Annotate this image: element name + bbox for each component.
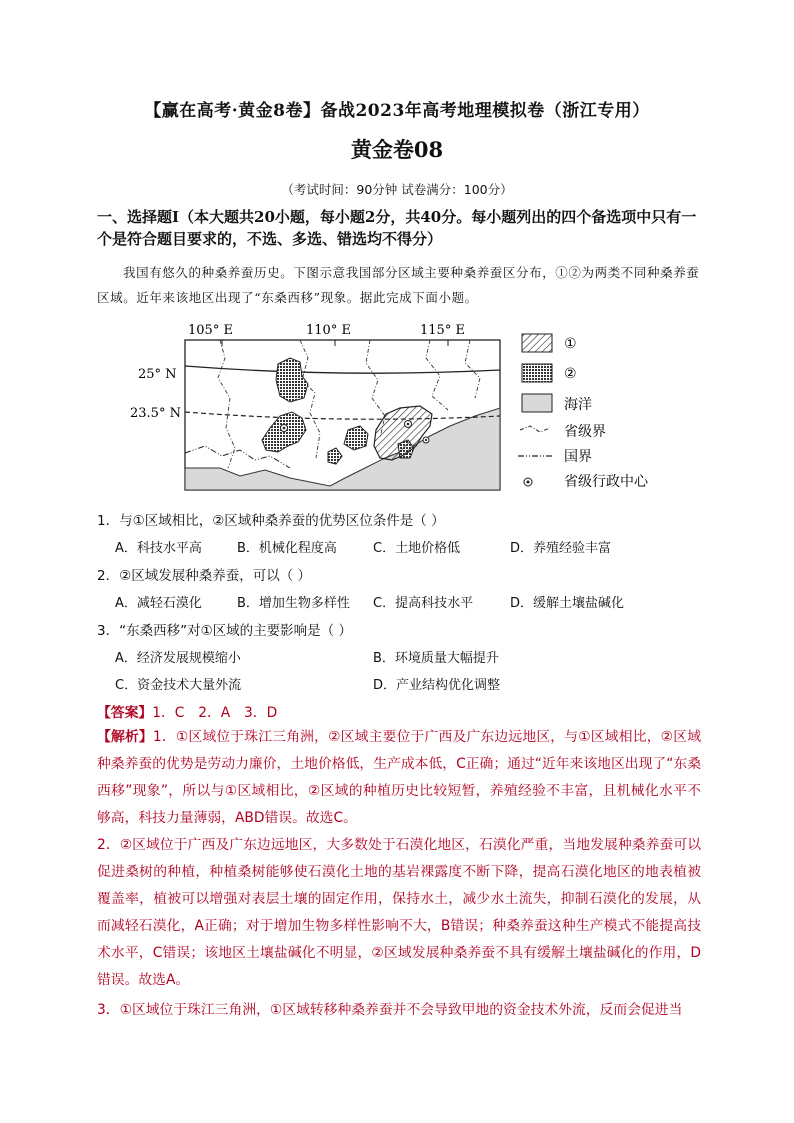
question-2-option-d: D．缓解土壤盐碱化	[510, 596, 625, 611]
question-1-stem: 1．与①区域相比，②区域种桑养蚕的优势区位条件是（ ）	[97, 513, 445, 529]
lat-label-23-5: 23.5° N	[130, 406, 181, 421]
legend-swatch-sea	[522, 394, 552, 412]
explanation-2: 2．②区域位于广西及广东边远地区，大多数处于石漠化地区，石漠化严重，当地发展种桑养蚕可以促进桑树的种植，种植桑树能够使石漠化土地的基岩裸露度不断下降，提高石漠化地区的地表植被覆盖率，植被可以增强对表层土壤的固定作用，保持水土，减少水土流失，抑制石漠化的发展，从而减轻石漠化，A正确；对于增加生物多样性影响不大，B错误；种桑养蚕这种生产模式不能提高技术水平，C错误；该地区土壤盐碱化不明显，②区域发展种桑养蚕不具有缓解土壤盐碱化的作用，D错误。故选A。	[97, 837, 701, 988]
question-1-option-b: B．机械化程度高	[237, 541, 337, 556]
question-3-stem: 3．“东桑西移”对①区域的主要影响是（ ）	[97, 623, 352, 639]
legend-symbol-provincial-boundary	[520, 426, 550, 432]
question-2-stem: 2．②区域发展种桑养蚕，可以（ ）	[97, 568, 311, 584]
explanation-label: 【解析】	[97, 729, 153, 745]
question-1-option-a: A．科技水平高	[115, 541, 202, 556]
legend-symbol-capital	[524, 478, 532, 486]
lon-label-105: 105° E	[188, 323, 233, 338]
explanation-1	[97, 724, 701, 832]
legend-label-capital: 省级行政中心	[564, 474, 648, 490]
answer-label: 【答案】	[97, 705, 153, 721]
explanation-1-text: 1．①区域位于珠江三角洲，②区域主要位于广西及广东边远地区，与①区域相比，②区域种桑养蚕的优势是劳动力廉价，土地价格低，生产成本低，C正确；通过“近年来该地区出现了“东桑西移”现象”，所以与①区域相比，②区域的种植历史比较短暂，养殖经验不丰富，且机械化水平不够高，科技力量薄弱，ABD错误。故选C。	[97, 729, 701, 826]
answer-line	[97, 701, 277, 721]
legend-label-region-2: ②	[564, 366, 577, 382]
explanation-3: 3．①区域位于珠江三角洲，①区域转移种桑养蚕并不会导致甲地的资金技术外流，反而会促进当	[97, 1002, 683, 1018]
document-title: 【赢在高考·黄金8卷】备战2023年高考地理模拟卷（浙江专用）	[144, 101, 650, 121]
question-3-option-c: C．资金技术大量外流	[115, 678, 242, 693]
legend-label-national-border: 国界	[564, 449, 592, 465]
answer-text: 1．C 2．A 3．D	[152, 705, 278, 721]
section-heading: 一、选择题Ⅰ（本大题共20小题，每小题2分，共40分。每小题列出的四个备选项中只有一个是符合题目要求的，不选、多选、错选均不得分）	[97, 208, 697, 248]
sericulture-map	[130, 318, 690, 500]
legend-label-provincial-boundary: 省级界	[564, 424, 606, 440]
paper-subtitle: 黄金卷08	[350, 137, 444, 162]
legend-label-sea: 海洋	[564, 397, 592, 413]
question-2-option-b: B．增加生物多样性	[237, 596, 350, 611]
exam-info: （考试时间：90分钟 试卷满分：100分）	[281, 182, 513, 197]
question-3-option-a: A．经济发展规模缩小	[115, 651, 241, 666]
question-1-option-d: D．养殖经验丰富	[510, 541, 612, 556]
question-3-option-d: D．产业结构优化调整	[373, 678, 501, 693]
legend-swatch-region-2	[522, 364, 552, 382]
question-1-option-c: C．土地价格低	[373, 541, 461, 556]
question-3-option-b: B．环境质量大幅提升	[373, 651, 499, 666]
lat-label-25: 25° N	[138, 367, 177, 382]
city-marker	[423, 437, 429, 443]
lon-label-115: 115° E	[420, 323, 465, 338]
question-2-option-c: C．提高科技水平	[373, 596, 474, 611]
lon-label-110: 110° E	[306, 323, 351, 338]
question-2-option-a: A．减轻石漠化	[115, 596, 202, 611]
question-intro: 我国有悠久的种桑养蚕历史。下图示意我国部分区域主要种桑养蚕区分布，①②为两类不同种桑养蚕区域。近年来该地区出现了“东桑西移”现象。据此完成下面小题。	[97, 265, 700, 305]
capital-nanning-marker	[281, 425, 288, 432]
legend-label-region-1: ①	[564, 336, 577, 352]
capital-guangzhou-marker	[405, 421, 412, 428]
legend-swatch-region-1	[522, 334, 552, 352]
